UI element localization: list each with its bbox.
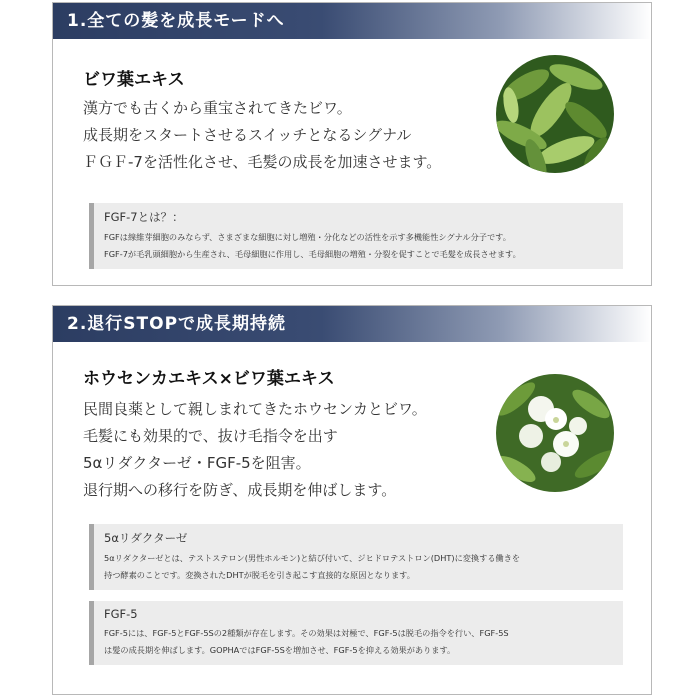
note-line: FGFは線維芽細胞のみならず、さまざまな細胞に対し増殖・分化などの活性を示す多機能性シグナル分子です。	[104, 232, 511, 242]
section-2-header: 2.退行STOPで成長期持続	[53, 306, 651, 342]
fgf7-note-box	[89, 203, 623, 269]
section-2-body-line: 5αリダクターゼ・FGF-5を阻害。	[83, 454, 311, 472]
section-1-subtitle: ビワ葉エキス	[83, 70, 185, 90]
note-title: FGF-7とは？：	[104, 210, 184, 224]
section-1-body-line: 漢方でも古くから重宝されてきたビワ。	[83, 99, 352, 117]
section-1-body-line: ＦＧＦ-7を活性化させ、毛髪の成長を加速させます。	[83, 153, 442, 171]
section-2-panel	[52, 305, 652, 695]
fgf5-note-box	[89, 601, 623, 665]
section-2-subtitle: ホウセンカエキス×ビワ葉エキス	[83, 369, 335, 389]
note-line: 持つ酵素のことです。変換されたDHTが脱毛を引き起こす直接的な原因となります。	[104, 570, 415, 580]
note-line: は髪の成長期を伸ばします。GOPHAではFGF-5Sを増加させ、FGF-5を抑える効果があります。	[104, 645, 456, 655]
section-1-body	[83, 95, 441, 176]
section-1-panel	[52, 2, 652, 286]
section-2-body-line: 毛髪にも効果的で、抜け毛指令を出す	[83, 427, 338, 445]
section-2-body-line: 民間良薬として親しまれてきたホウセンカとビワ。	[83, 400, 427, 418]
note-title: FGF-5	[104, 607, 138, 621]
note-title: 5αリダクターゼ	[104, 531, 188, 545]
note-line: FGF-5には、FGF-5とFGF-5Sの2種類が存在します。その効果は対極で、FGF-5は脱毛の指令を行い、FGF-5S	[104, 628, 509, 638]
section-2-body	[83, 396, 427, 504]
section-1-header: 1.全ての髪を成長モードへ	[53, 3, 651, 39]
section-2-body-line: 退行期への移行を防ぎ、成長期を伸ばします。	[83, 481, 397, 499]
section-1-body-line: 成長期をスタートさせるスイッチとなるシグナル	[83, 126, 412, 144]
balsam-flower-photo	[496, 374, 614, 492]
note-line: FGF-7が毛乳頭細胞から生産され、毛母細胞に作用し、毛母細胞の増殖・分裂を促すことで毛髪を成長させます。	[104, 249, 521, 259]
note-line: 5αリダクターゼとは、テストステロン(男性ホルモン)と結び付いて、ジヒドロテストロン(DHT)に変換する働きを	[104, 553, 521, 563]
loquat-leaf-photo	[496, 55, 614, 173]
5a-reductase-note-box	[89, 524, 623, 590]
